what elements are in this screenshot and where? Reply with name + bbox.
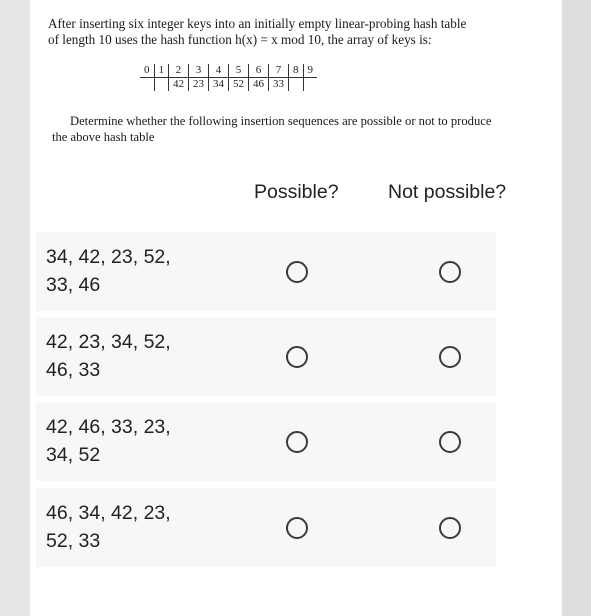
option-row-4 bbox=[36, 488, 496, 567]
sequence-label bbox=[46, 328, 246, 384]
hash-value: 42 bbox=[169, 78, 189, 92]
sequence-label bbox=[46, 499, 246, 555]
sequence-line-1: 46, 34, 42, 23, bbox=[46, 502, 171, 524]
hash-value-row bbox=[140, 78, 317, 92]
hash-index: 1 bbox=[154, 64, 169, 78]
column-header-possible: Possible? bbox=[254, 181, 339, 203]
hash-index: 0 bbox=[140, 64, 154, 78]
hash-value: 52 bbox=[229, 78, 249, 92]
hash-index: 6 bbox=[249, 64, 269, 78]
possible-radio[interactable] bbox=[286, 517, 308, 539]
not-possible-radio[interactable] bbox=[439, 261, 461, 283]
option-row-3 bbox=[36, 402, 496, 481]
hash-index: 9 bbox=[303, 64, 317, 78]
instruction-line-1: Determine whether the following insertion sequences are possible or not to bbox=[70, 114, 448, 128]
hash-value: 23 bbox=[189, 78, 209, 92]
hash-value: 46 bbox=[249, 78, 269, 92]
column-header-not-possible: Not possible? bbox=[388, 181, 507, 203]
hash-index: 5 bbox=[229, 64, 249, 78]
sequence-line-2: 34, 52 bbox=[46, 444, 101, 466]
instruction-text bbox=[52, 114, 492, 145]
hash-index: 2 bbox=[169, 64, 189, 78]
hash-index: 4 bbox=[209, 64, 229, 78]
sequence-label bbox=[46, 243, 246, 299]
sequence-label bbox=[46, 413, 246, 469]
possible-radio[interactable] bbox=[286, 261, 308, 283]
not-possible-radio[interactable] bbox=[439, 346, 461, 368]
prompt-line-1: After inserting six integer keys into an initially empty linear-probing hash table bbox=[48, 16, 467, 31]
hash-value: 33 bbox=[269, 78, 289, 92]
instruction-line-2: produce the above hash table bbox=[52, 114, 492, 144]
prompt-line-2: of length 10 uses the hash function h(x) = x mod 10, the array of keys is: bbox=[48, 31, 432, 47]
sequence-line-1: 34, 42, 23, 52, bbox=[46, 246, 171, 268]
hash-value bbox=[289, 78, 304, 92]
sequence-line-1: 42, 46, 33, 23, bbox=[46, 416, 171, 438]
option-row-2 bbox=[36, 317, 496, 396]
sequence-line-2: 33, 46 bbox=[46, 274, 101, 296]
possible-radio[interactable] bbox=[286, 346, 308, 368]
hash-index: 7 bbox=[269, 64, 289, 78]
sequence-line-2: 52, 33 bbox=[46, 530, 101, 552]
sequence-line-2: 46, 33 bbox=[46, 359, 101, 381]
sequence-line-1: 42, 23, 34, 52, bbox=[46, 331, 171, 353]
option-row-1 bbox=[36, 232, 496, 311]
hash-index: 3 bbox=[189, 64, 209, 78]
hash-table bbox=[140, 64, 317, 91]
hash-value bbox=[140, 78, 154, 92]
hash-value bbox=[154, 78, 169, 92]
not-possible-radio[interactable] bbox=[439, 517, 461, 539]
hash-index-row bbox=[140, 64, 317, 78]
not-possible-radio[interactable] bbox=[439, 431, 461, 453]
possible-radio[interactable] bbox=[286, 431, 308, 453]
question-prompt bbox=[48, 16, 498, 47]
scrollbar-track[interactable] bbox=[562, 0, 591, 616]
hash-index: 8 bbox=[289, 64, 304, 78]
hash-value bbox=[303, 78, 317, 92]
hash-value: 34 bbox=[209, 78, 229, 92]
